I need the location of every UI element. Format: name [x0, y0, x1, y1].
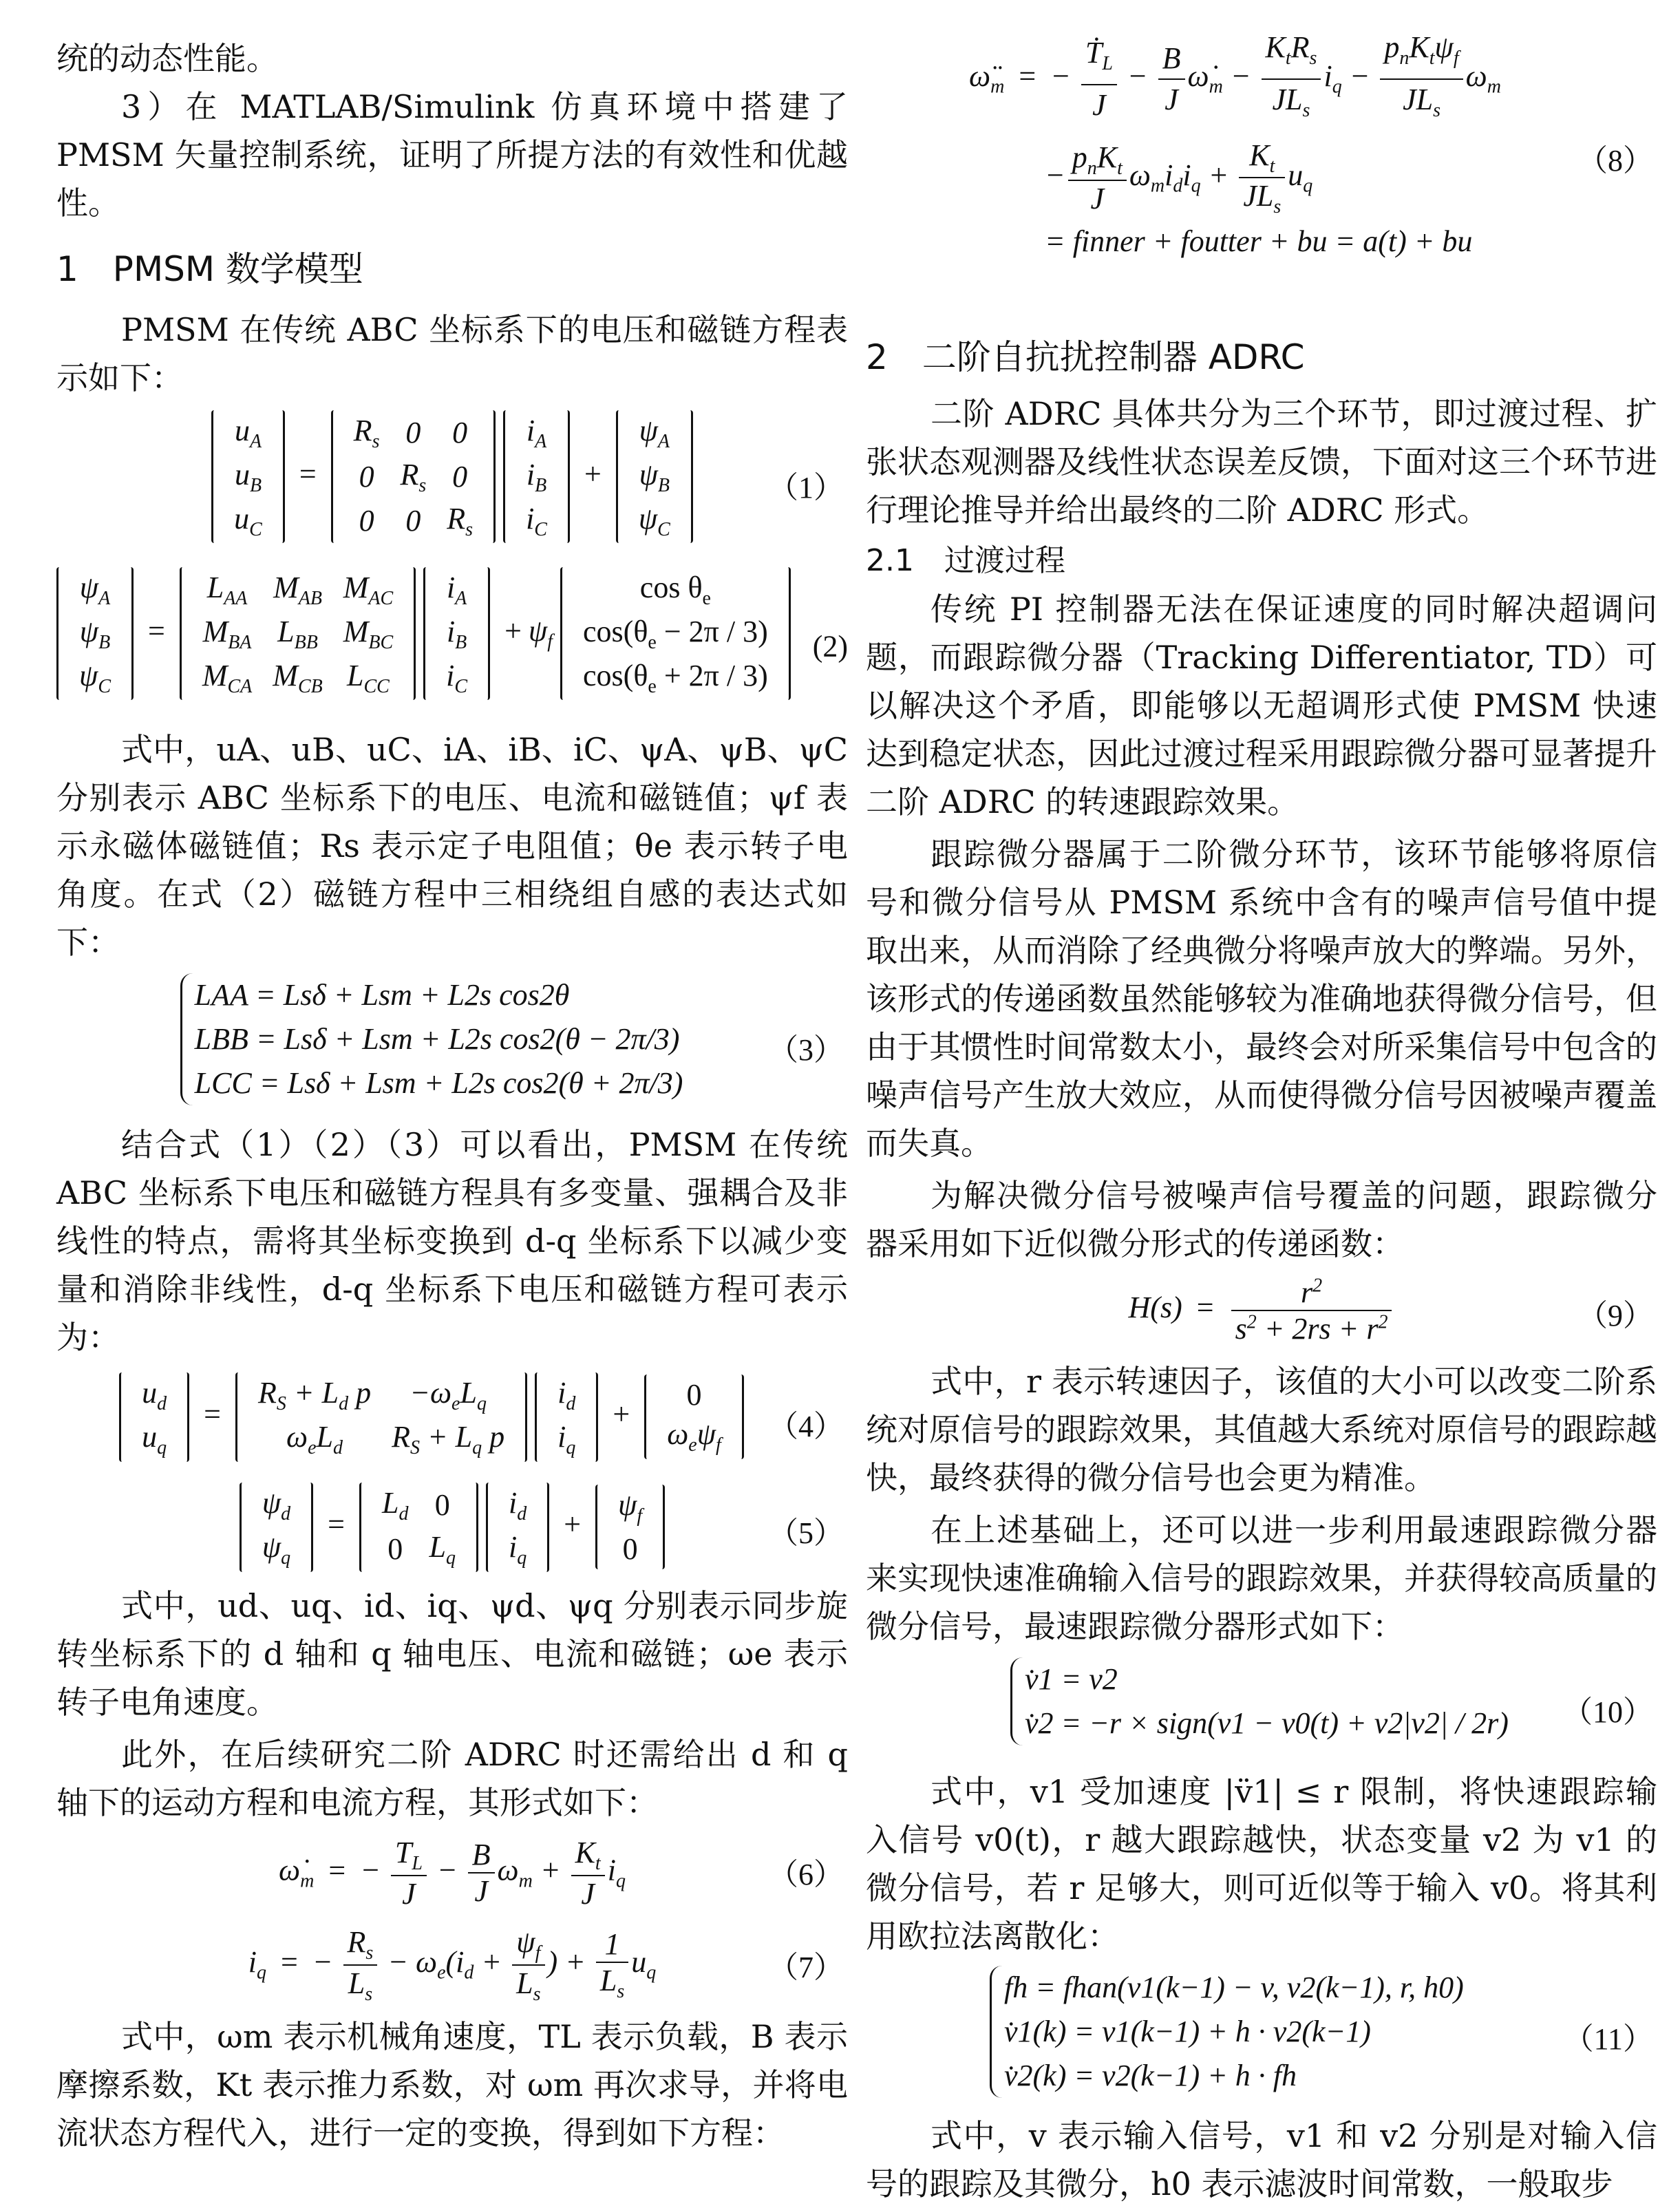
equation-line: = finner + foutter + bu = a(t) + bu — [1045, 224, 1473, 259]
equation-line: v̇2 = −r × sign(v1 − v0(t) + v2|v2| / 2r) — [1025, 1706, 1509, 1740]
equation-2: $\psi_A$ $\psi_B$ $\psi_C = L_{AA}$ $M_{AB}$ $M_{AC}$ $M_{BA}$ $L_{BB}$ $M_{BC}$ $M_{CA}$ $M_{CB}$ $L_{CC}$ $i_A$ $i_B$ $i_C + \psi_f$ $\cos \theta_e$ $\cos(\theta_e - 2\pi / 3)$ $\cos(\theta_e + 2\pi / 3)$ (2) — [56, 567, 848, 725]
equation-line: LCC = Lsδ + Lsm + L2s cos2(θ + 2π/3) — [194, 1066, 683, 1100]
equation-number: （3） — [768, 1033, 844, 1067]
equation-10 — [866, 1650, 1657, 1768]
equation-4: $u_d$ $u_q = R_S + L_d$ p $-\omega_eL_q$ $\omega_eL_d$ $R_S + L_q$ p $i_d$ $i_q + 0$ $\omega_e\psi_f$ （4） — [56, 1368, 848, 1478]
equation-line: v̇1(k) = v1(k−1) + h · v2(k−1) — [1004, 2015, 1371, 2048]
subsection-heading: 2.1 过渡过程 — [866, 543, 1065, 578]
paragraph: 此外，在后续研究二阶 ADRC 时还需给出 d 和 q 轴下的运动方程和电流方程，其形式如下： — [56, 1736, 848, 1821]
paragraph: 跟踪微分器属于二阶微分环节，该环节能够将原信号和微分信号从 PMSM 系统中含有的噪声信号值中提取出来，从而消除了经典微分将噪声放大的弊端。另外，该形式的传递函数虽然能够较为准确地获得微分信号，但由于其惯性时间常数太小，最终会对所采集信号中包含的噪声信号产生放大效应，从而使得微分信号因被噪声覆盖而失真。 — [866, 836, 1657, 1162]
paragraph: 式中，v1 受加速度 |v̈1| ≤ r 限制，将快速跟踪输入信号 v0(t)，r 越大跟踪越快，状态变量 v2 为 v1 的微分信号，若 r 足够大，则可近似等于输入 v0。将其利用欧拉法离散化： — [866, 1773, 1657, 1955]
equation-number: （1） — [768, 471, 844, 505]
equation-3 — [56, 973, 848, 1121]
paragraph: 结合式（1）（2）（3）可以看出，PMSM 在传统 ABC 坐标系下电压和磁链方程具有多变量、强耦合及非线性的特点，需将其坐标变换到 d-q 坐标系下以减少变量和消除非线性，d-q 坐标系下电压和磁链方程可表示为： — [56, 1126, 848, 1356]
equation-number: （9） — [1577, 1299, 1653, 1333]
equation-9: H(s) = $\frac{r^2}{s^2 + 2rs + r^2}$ （9） — [1128, 1275, 1653, 1346]
section-heading: 2 二阶自抗扰控制器 ADRC — [866, 337, 1305, 377]
paragraph: 为解决微分信号被噪声信号覆盖的问题，跟踪微分器采用如下近似微分形式的传递函数： — [866, 1177, 1657, 1262]
equation-7: $i_q$ = − $\frac{R_s}{L_s}$ − $\omega_e(i_d$ + $\frac{\psi_f}{L_s}$ ) + $\frac{1}{L_s}$ $u_q$ （7） — [248, 1925, 844, 2005]
equation-8: $\omegä_m$ = − $\frac{Ṫ_L}{J}$ − $\frac{B}{J}$ $\omegȧ_m$ − $\frac{K_tR_s}{JL_s}$ $i_q$ − $\frac{p_nK_t\psi_f}{JL_s}$ $\omega_m$ − $\frac{p_nK_t}{J}$ $\omega_mi_di_q$ + $\frac{K_t}{JL_s}$ $u_q$ = finner + foutter + bu = a(t) + bu （8） — [866, 28, 1657, 317]
section-heading: 1 PMSM 数学模型 — [56, 249, 363, 289]
equation-line: v̇2(k) = v2(k−1) + h · fh — [1004, 2059, 1297, 2092]
equation-number: （5） — [768, 1516, 844, 1550]
equation-line: LAA = Lsδ + Lsm + L2s cos2θ — [194, 978, 570, 1012]
paragraph: 传统 PI 控制器无法在保证速度的同时解决超调问题，而跟踪微分器（Tracking Differentiator, TD）可以解决这个矛盾，即能够以无超调形式使 PMSM 快速达到稳定状态，因此过渡过程采用跟踪微分器可显著提升二阶 ADRC 的转速跟踪效果。 — [866, 591, 1657, 820]
paragraph: 二阶 ADRC 具体共分为三个环节，即过渡过程、扩张状态观测器及线性状态误差反馈，下面对这三个环节进行理论推导并给出最终的二阶 ADRC 形式。 — [866, 395, 1657, 529]
paragraph: 统的动态性能。 — [56, 40, 278, 77]
equation-line: fh = fhan(v1(k−1) − v, v2(k−1), r, h0) — [1004, 1971, 1464, 2004]
equation-number: （4） — [768, 1410, 844, 1443]
equation-line: LBB = Lsδ + Lsm + L2s cos2(θ − 2π/3) — [194, 1022, 680, 1056]
right-column — [866, 0, 1657, 2208]
paragraph: PMSM 在传统 ABC 坐标系下的电压和磁链方程表示如下： — [56, 311, 848, 396]
equation-number: （6） — [768, 1858, 844, 1891]
paragraph: 式中，v 表示输入信号，v1 和 v2 分别是对输入信号的跟踪及其微分，h0 表示滤波时间常数，一般取步 — [866, 2117, 1657, 2202]
equation-11 — [866, 1960, 1657, 2112]
paragraph: 3）在 MATLAB/Simulink 仿真环境中搭建了 PMSM 矢量控制系统，证明了所提方法的有效性和优越性。 — [56, 88, 848, 222]
equation-line: v̇1 = v2 — [1025, 1662, 1118, 1696]
equation-number: （11） — [1563, 2022, 1653, 2056]
paragraph: 在上述基础上，还可以进一步利用最速跟踪微分器来实现快速准确输入信号的跟踪效果，并获得较高质量的微分信号，最速跟踪微分器形式如下： — [866, 1511, 1657, 1645]
equation-number: (2) — [812, 629, 848, 664]
left-column — [56, 0, 848, 2157]
paragraph: 式中，ud、uq、id、iq、ψd、ψq 分别表示同步旋转坐标系下的 d 轴和 q 轴电压、电流和磁链；ωe 表示转子电角速度。 — [56, 1587, 848, 1721]
equation-number: （8） — [1577, 144, 1653, 178]
equation-number: （10） — [1562, 1695, 1653, 1729]
paragraph: 式中，ωm 表示机械角速度，TL 表示负载，B 表示摩擦系数，Kt 表示推力系数，对 ωm 再次求导，并将电流状态方程代入，进行一定的变换，得到如下方程： — [56, 2018, 848, 2152]
equation-1: $u_A$ $u_B$ $u_C = R_s$ 0 0 0 $R_s$ 0 0 0 $R_s$ $i_A$ $i_B$ $i_C + \psi_A$ $\psi_B$ $\psi_C$ （1） — [56, 402, 848, 567]
paragraph: 式中，r 表示转速因子，该值的大小可以改变二阶系统对原信号的跟踪效果，其值越大系统对原信号的跟踪越快，最终获得的微分信号也会更为精准。 — [866, 1363, 1657, 1496]
paragraph: 式中，uA、uB、uC、iA、iB、iC、ψA、ψB、ψC 分别表示 ABC 坐标系下的电压、电流和磁链值；ψf 表示永磁体磁链值；Rs 表示定子电阻值；θe 表示转子电角度。在式（2）磁链方程中三相绕组自感的表达式如下： — [56, 731, 848, 961]
equation-number: （7） — [768, 1951, 844, 1984]
equation-6: $\omegȧ_m$ = − $\frac{T_L}{J}$ − $\frac{B}{J}$ $\omega_m$ + $\frac{K_t}{J}$ $i_q$ （6） — [279, 1836, 844, 1911]
equation-5: $\psi_d$ $\psi_q = L_d$ 0 0 $L_q$ $i_d$ $i_q + \psi_f$ 0 （5） — [56, 1478, 848, 1582]
